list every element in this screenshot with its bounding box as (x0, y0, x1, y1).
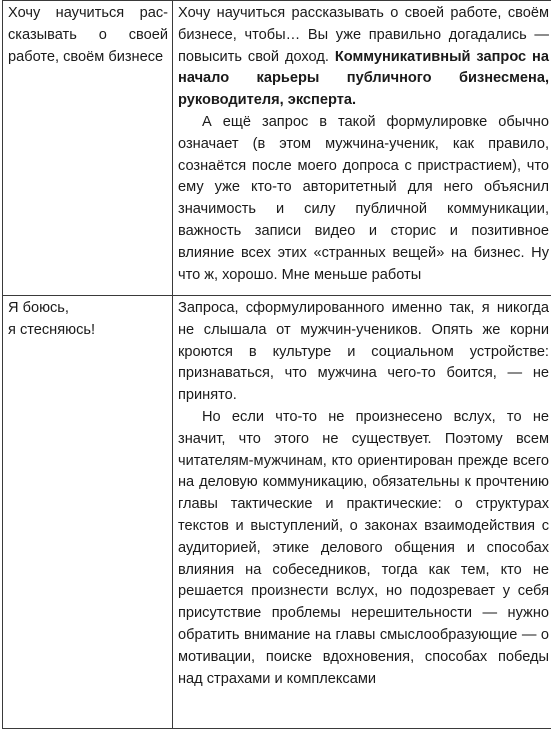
answer-cell (173, 296, 551, 729)
paragraph-text: А ещё запрос в такой формулировке обычно означает (в этом мужчина-ученик, как правило, сознаётся после моего допроса с пристрастием), что ему уже кто-то авторитетный для него объяснил значимость и силу публичной коммуникации, важность записи видео и сторис и позитивное влияние всех этих «странных вещей» на бизнес. Ну что ж, хорошо. Мне меньше работы (178, 113, 549, 283)
paragraph-text: Хочу научиться рассказывать о своей работе, своём бизнесе, чтобы… Вы уже правильно догадались — повысить свой доход. (178, 5, 549, 65)
table-row (3, 1, 551, 296)
paragraph-text: Но если что-то не произнесено вслух, то не значит, что этого не существует. Поэтому всем читателям-мужчинам, кто ориентирован прежде всего на деловую коммуникацию, обязательны к прочтению главы тактические и практические: о структурах текстов и выступлений, о законах взаимодействия с аудиторией, этике делового общения и способах влияния на собеседников, тогда как тем, кто не решается произнести вслух, но подозревает у себя присутствие проблемы нерешительности — нужно обратить внимание на главы смыслообразующие — о мотивации, поиске вдохновения, способах победы над страхами и комплексами (178, 408, 549, 687)
request-cell (3, 1, 173, 296)
answer-paragraph (178, 3, 549, 112)
table-top-border (2, 0, 547, 4)
paragraph-bold-text: Коммуникативный запрос на начало карьеры публичного бизнесмена, руководителя, эксперта. (178, 48, 549, 109)
request-cell (3, 296, 173, 729)
requests-table (2, 0, 551, 729)
answer-paragraph (178, 407, 549, 690)
answer-paragraph (178, 298, 549, 407)
answer-paragraph (178, 112, 549, 286)
request-line: я стесняюсь! (8, 321, 96, 338)
document-page (2, 0, 547, 730)
request-text: Хочу научиться рассказывать о своей работе, своём бизнесе (8, 5, 168, 65)
table-row (3, 296, 551, 729)
answer-cell (173, 1, 551, 296)
request-line: Я боюсь, (8, 300, 69, 316)
paragraph-text: Запроса, сформулированного именно так, я никогда не слышала от мужчин-учеников. Опять же корни кроются в культуре и социальном устройстве: признаваться, что мужчина чего-то боится, — не принято. (178, 300, 549, 404)
